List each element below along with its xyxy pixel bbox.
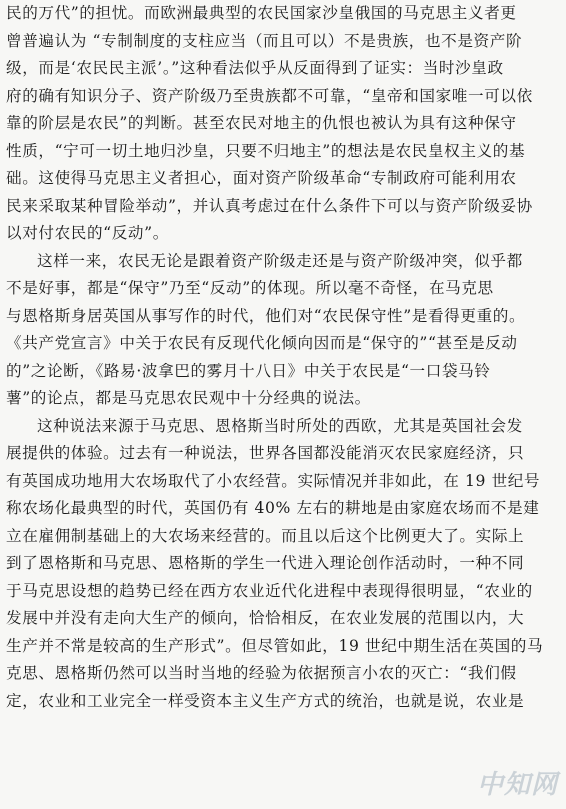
text-line: 于马克思设想的趋势已经在西方农业近代化进程中表现得很明显，“农业的 [6, 581, 533, 600]
paragraph-2 [6, 248, 558, 413]
text-line: 称农场化最典型的时代，英国仍有 40% 左右的耕地是由家庭农场而不是建 [6, 499, 540, 517]
text-line: 发展中并没有走向大生产的倾向，恰恰相反，在农业发展的范围以内，大 [6, 609, 525, 627]
text-line: 展提供的体验。过去有一种说法，世界各国都没能消灭农民家庭经济，只 [6, 444, 525, 462]
text-line: 这样一来，农民无论是跟着资产阶级走还是与资产阶级冲突，似乎都 [37, 251, 523, 270]
text-line: 这种说法来源于马克思、恩格斯当时所处的西欧，尤其是英国社会发 [37, 416, 523, 435]
text-line: 与恩格斯身居英国从事写作的时代，他们对“农民保守性”是看得更重的。 [6, 306, 526, 325]
text-line: 以对付农民的“反动”。 [6, 224, 169, 242]
text-line: 薯”的论点，都是马克思农民观中十分经典的说法。 [6, 389, 371, 407]
text-line: 府的确有知识分子、资产阶级乃至贵族都不可靠，“皇帝和国家唯一可以依 [6, 86, 533, 105]
text-line: 有英国成功地用大农场取代了小农经营。实际情况并非如此，在 19 世纪号 [6, 471, 541, 490]
text-line: 立在雇佣制基础上的大农场来经营的。而且以后这个比例更大了。实际上 [6, 526, 525, 545]
text-line: 的”之论断，《路易·波拿巴的雾月十八日》中关于农民是“一口袋马铃 [6, 361, 491, 380]
text-line: 《共产党宣言》中关于农民有反现代化倾向因而是“保守的”“甚至是反动 [6, 334, 518, 352]
text-line: 级，而是‘农民民主派’。”这种看法似乎从反面得到了证实：当时沙皇政 [6, 59, 504, 77]
text-line: 性质，“宁可一切土地归沙皇，只要不归地主”的想法是农民皇权主义的基 [6, 141, 526, 160]
paragraph-1 [6, 0, 558, 248]
text-line: 曾普遍认为 “专制制度的支柱应当（而且可以）不是贵族，也不是资产阶 [6, 31, 523, 50]
text-line: 定，农业和工业完全一样受资本主义生产方式的统治，也就是说，农业是 [6, 691, 525, 710]
text-line: 生产并不常是较高的生产形式”。但尽管如此，19 世纪中期生活在英国的马 [6, 636, 544, 655]
text-line: 民的万代”的担忧。而欧洲最典型的农民国家沙皇俄国的马克思主义者更 [6, 4, 517, 22]
text-line: 础。这使得马克思主义者担心，面对资产阶级革命“专制政府可能利用农 [6, 169, 517, 187]
text-line: 靠的阶层是农民”的判断。甚至农民对地主的仇恨也被认为具有这种保守 [6, 114, 517, 132]
text-line: 克思、恩格斯仍然可以当时当地的经验为依据预言小农的灭亡：“我们假 [6, 664, 517, 682]
watermark: 中知网 [476, 770, 558, 800]
text-column [6, 0, 558, 715]
paragraph-3 [6, 413, 558, 716]
text-line: 到了恩格斯和马克思、恩格斯的学生一代进入理论创作活动时，一种不同 [6, 554, 525, 572]
text-line: 民来采取某种冒险举动”，并认真考虑过在什么条件下可以与资产阶级妥协 [6, 196, 533, 215]
text-line: 不是好事，都是“保守”乃至“反动”的体现。所以毫不奇怪，在马克思 [6, 279, 494, 297]
